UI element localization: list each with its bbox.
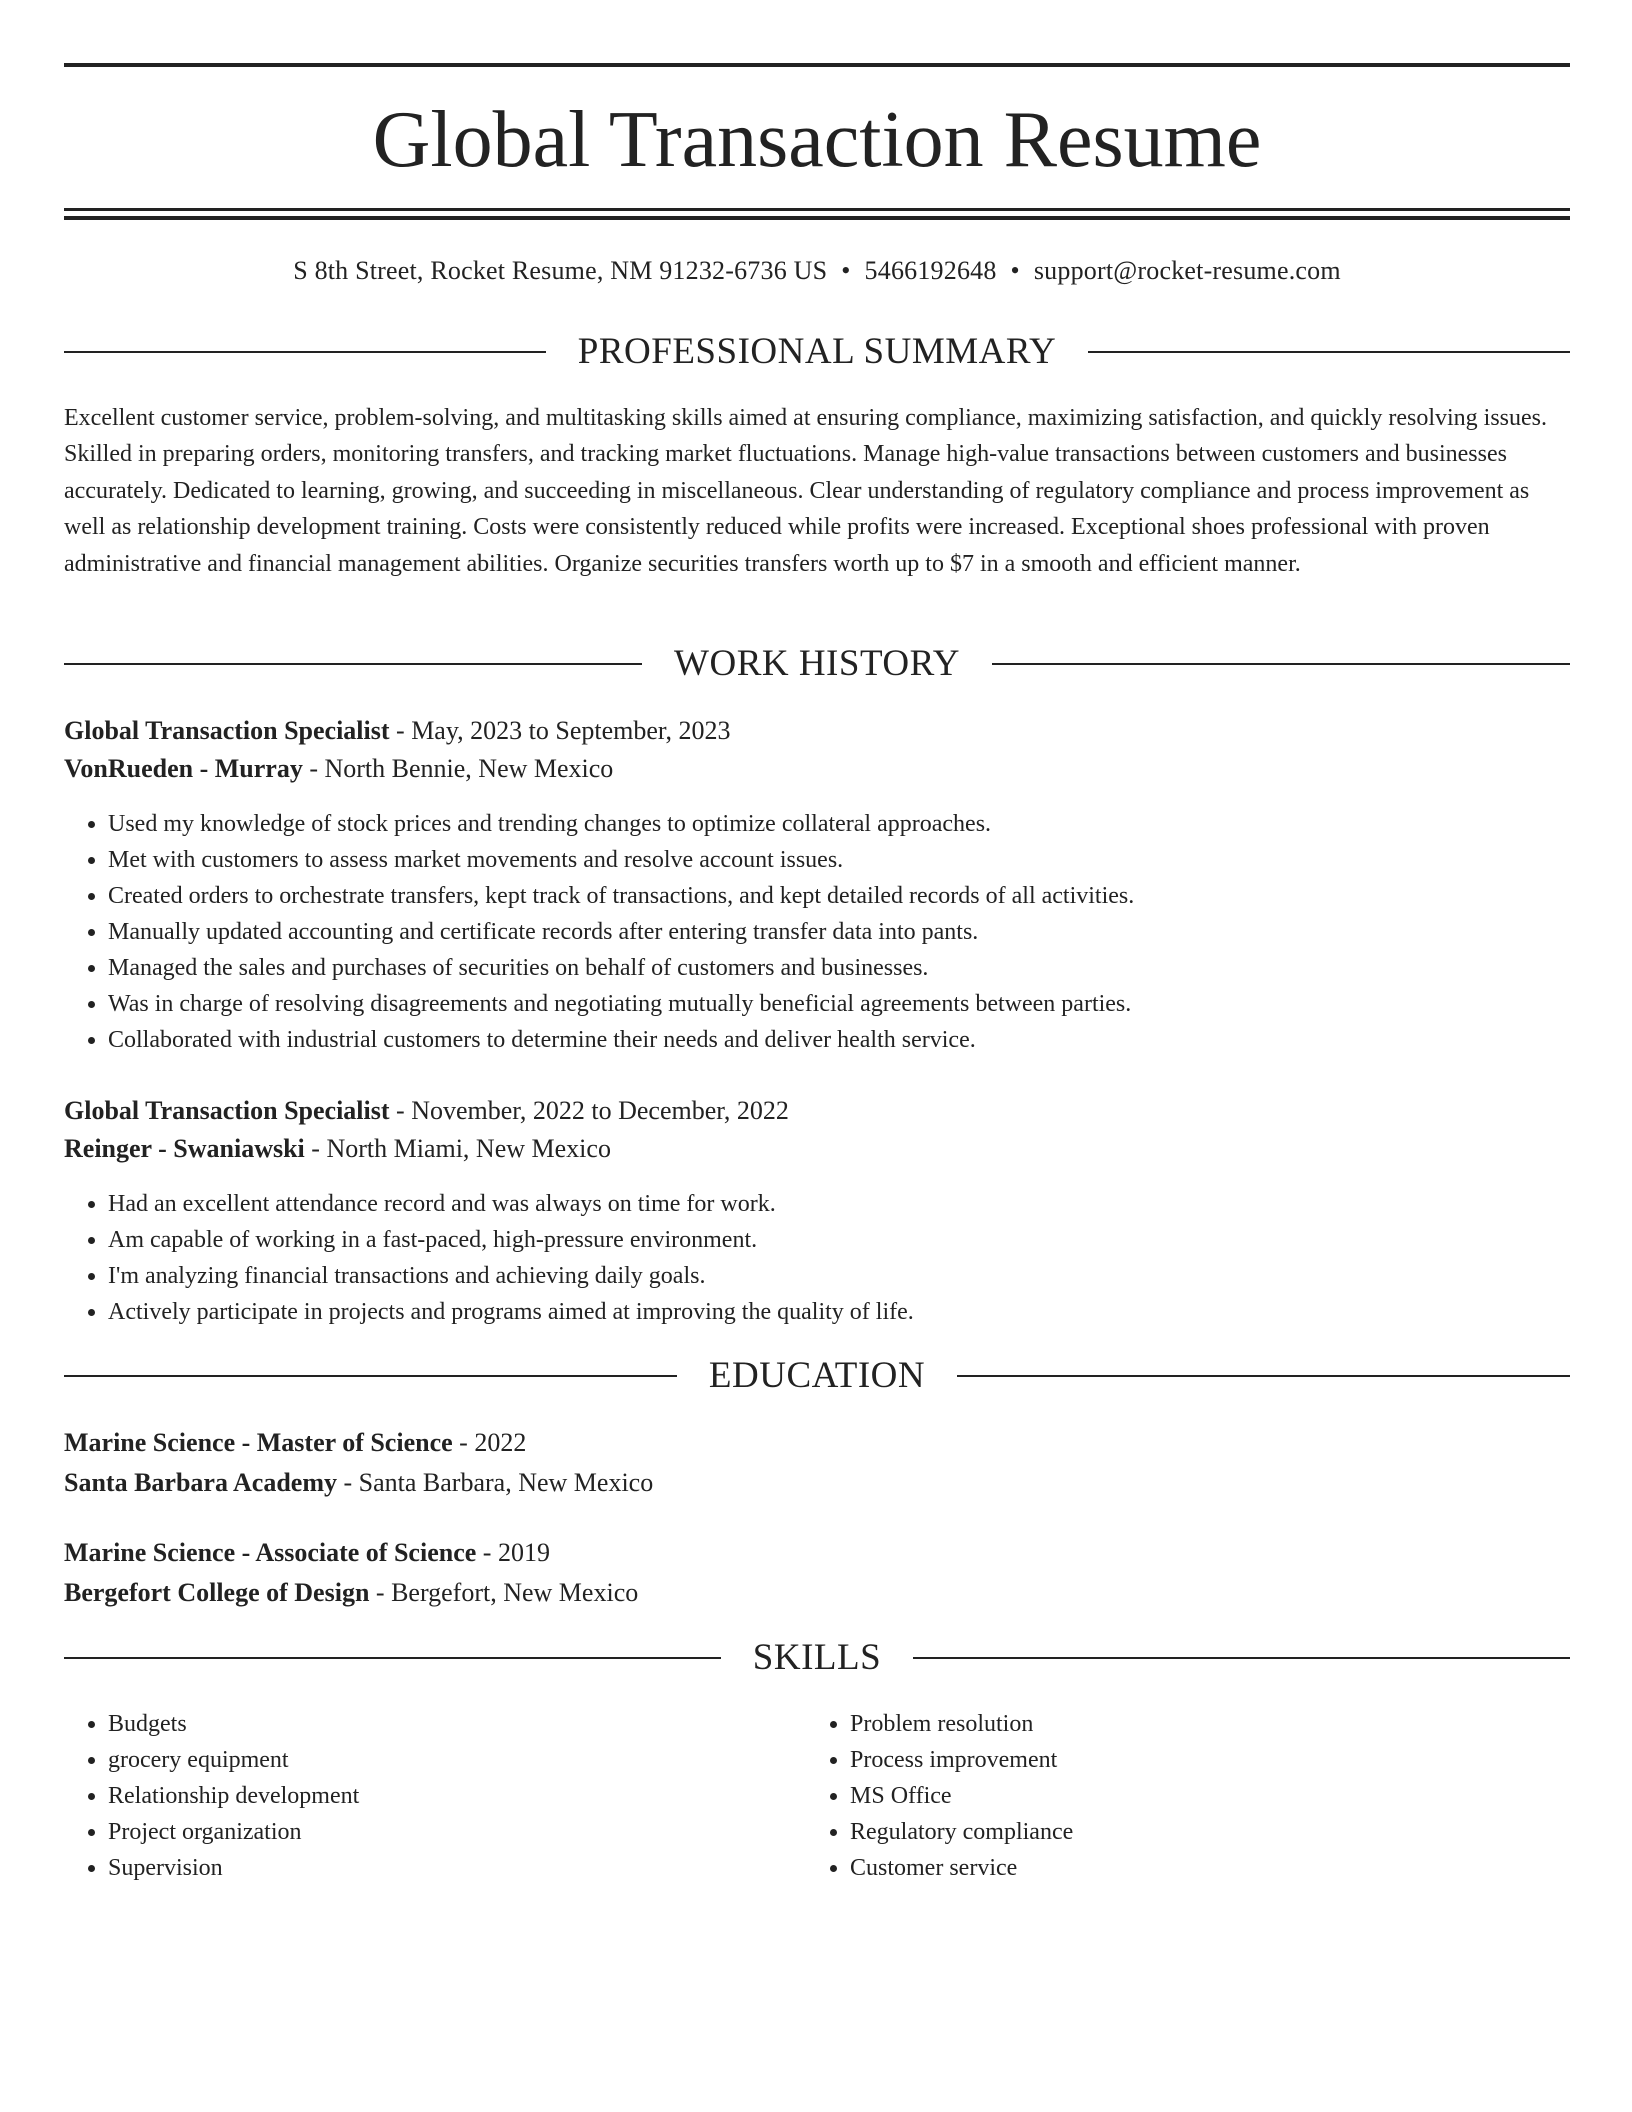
education-degree-line bbox=[64, 1536, 550, 1570]
divider-line bbox=[64, 1657, 721, 1659]
skill-item: • Customer service bbox=[850, 1850, 1550, 1886]
divider-line bbox=[64, 1375, 677, 1377]
education-degree: Marine Science - Master of Science bbox=[64, 1428, 453, 1457]
header-bottom-rule bbox=[64, 208, 1570, 211]
job-company: VonRueden - Murray bbox=[64, 754, 303, 783]
list-item: • Had an excellent attendance record and was always on time for work. bbox=[108, 1186, 914, 1222]
divider-line bbox=[64, 351, 546, 353]
job-dates: - November, 2022 to December, 2022 bbox=[389, 1096, 789, 1125]
job-location: - North Bennie, New Mexico bbox=[302, 754, 614, 783]
section-title: PROFESSIONAL SUMMARY bbox=[577, 331, 1057, 372]
contact-phone: 5466192648 bbox=[864, 256, 997, 285]
education-school: Santa Barbara Academy bbox=[64, 1468, 337, 1497]
education-year: - 2019 bbox=[476, 1538, 550, 1567]
section-title: WORK HISTORY bbox=[674, 643, 960, 684]
divider-line bbox=[913, 1657, 1570, 1659]
education-year: - 2022 bbox=[452, 1428, 527, 1457]
section-header-summary bbox=[64, 330, 1570, 374]
job-company: Reinger - Swaniawski bbox=[64, 1134, 305, 1163]
list-item: • Actively participate in projects and programs aimed at improving the quality of life. bbox=[108, 1294, 914, 1330]
education-school: Bergefort College of Design bbox=[64, 1578, 370, 1607]
skill-item: • MS Office bbox=[850, 1778, 1550, 1814]
list-item: • Used my knowledge of stock prices and trending changes to optimize collateral approaches. bbox=[108, 806, 1134, 842]
job-title: Global Transaction Specialist bbox=[64, 716, 390, 745]
list-item: • Am capable of working in a fast-paced, high-pressure environment. bbox=[108, 1222, 914, 1258]
list-item: • Collaborated with industrial customers to determine their needs and deliver health service. bbox=[108, 1022, 1134, 1058]
education-degree-line bbox=[64, 1426, 526, 1460]
skill-item: • Relationship development bbox=[108, 1778, 808, 1814]
education-location: - Bergefort, New Mexico bbox=[369, 1578, 639, 1607]
skill-item: • grocery equipment bbox=[108, 1742, 808, 1778]
skill-item: • Process improvement bbox=[850, 1742, 1550, 1778]
section-header-skills bbox=[64, 1636, 1570, 1680]
job-dates: - May, 2023 to September, 2023 bbox=[389, 716, 731, 745]
divider-line bbox=[64, 663, 642, 665]
divider-line bbox=[957, 1375, 1570, 1377]
skill-item: • Problem resolution bbox=[850, 1706, 1550, 1742]
job-location: - North Miami, New Mexico bbox=[304, 1134, 611, 1163]
divider-line bbox=[992, 663, 1570, 665]
section-title: SKILLS bbox=[752, 1637, 882, 1678]
skill-item: • Supervision bbox=[108, 1850, 808, 1886]
job-title-line bbox=[64, 714, 731, 748]
list-item: • I'm analyzing financial transactions and achieving daily goals. bbox=[108, 1258, 914, 1294]
job-title-line bbox=[64, 1094, 789, 1128]
education-location: - Santa Barbara, New Mexico bbox=[337, 1468, 654, 1497]
skills-list-right bbox=[806, 1706, 1550, 1886]
job-company-line bbox=[64, 1132, 611, 1166]
list-item: • Managed the sales and purchases of securities on behalf of customers and businesses. bbox=[108, 950, 1134, 986]
job-title: Global Transaction Specialist bbox=[64, 1096, 390, 1125]
skill-item: • Project organization bbox=[108, 1814, 808, 1850]
job-duties-list bbox=[64, 806, 1134, 1058]
contact-separator: • bbox=[1010, 256, 1020, 285]
resume-title: Global Transaction Resume bbox=[372, 96, 1262, 184]
divider-line bbox=[1088, 351, 1570, 353]
contact-email: support@rocket-resume.com bbox=[1033, 256, 1341, 285]
section-title: EDUCATION bbox=[708, 1355, 926, 1396]
list-item: • Was in charge of resolving disagreements and negotiating mutually beneficial agreements between parties. bbox=[108, 986, 1134, 1022]
skills-list-left bbox=[64, 1706, 808, 1886]
contact-separator: • bbox=[841, 256, 851, 285]
section-header-work-history bbox=[64, 642, 1570, 686]
education-school-line bbox=[64, 1576, 638, 1610]
job-duties-list bbox=[64, 1186, 914, 1330]
education-degree: Marine Science - Associate of Science bbox=[64, 1538, 477, 1567]
list-item: • Created orders to orchestrate transfers, kept track of transactions, and kept detailed records of all activities. bbox=[108, 878, 1134, 914]
section-header-education bbox=[64, 1354, 1570, 1398]
summary-text: Excellent customer service, problem-solving, and multitasking skills aimed at ensuring compliance, maximizing satisfaction, and quickly resolving issues. Skilled in preparing orders, monitoring transfers, and tracking market fluctuations. Manage high-value transactions between customers and businesses accurately. Dedicated to learning, growing, and succeeding in miscellaneous. Clear understanding of regulatory compliance and process improvement as well as relationship development training. Costs were consistently reduced while profits were increased. Exceptional shoes professional with proven administrative and financial management abilities. Organize securities transfers worth up to $7 in a smooth and efficient manner. bbox=[64, 405, 1548, 577]
list-item: • Manually updated accounting and certificate records after entering transfer data into pants. bbox=[108, 914, 1134, 950]
header-bottom-rule-thick bbox=[64, 216, 1570, 220]
skill-item: • Budgets bbox=[108, 1706, 808, 1742]
header-top-rule bbox=[64, 63, 1570, 67]
education-school-line bbox=[64, 1466, 653, 1500]
job-company-line bbox=[64, 752, 613, 786]
skill-item: • Regulatory compliance bbox=[850, 1814, 1550, 1850]
contact-line bbox=[64, 254, 1570, 288]
list-item: • Met with customers to assess market movements and resolve account issues. bbox=[108, 842, 1134, 878]
contact-address: S 8th Street, Rocket Resume, NM 91232-6736 US bbox=[293, 256, 828, 285]
